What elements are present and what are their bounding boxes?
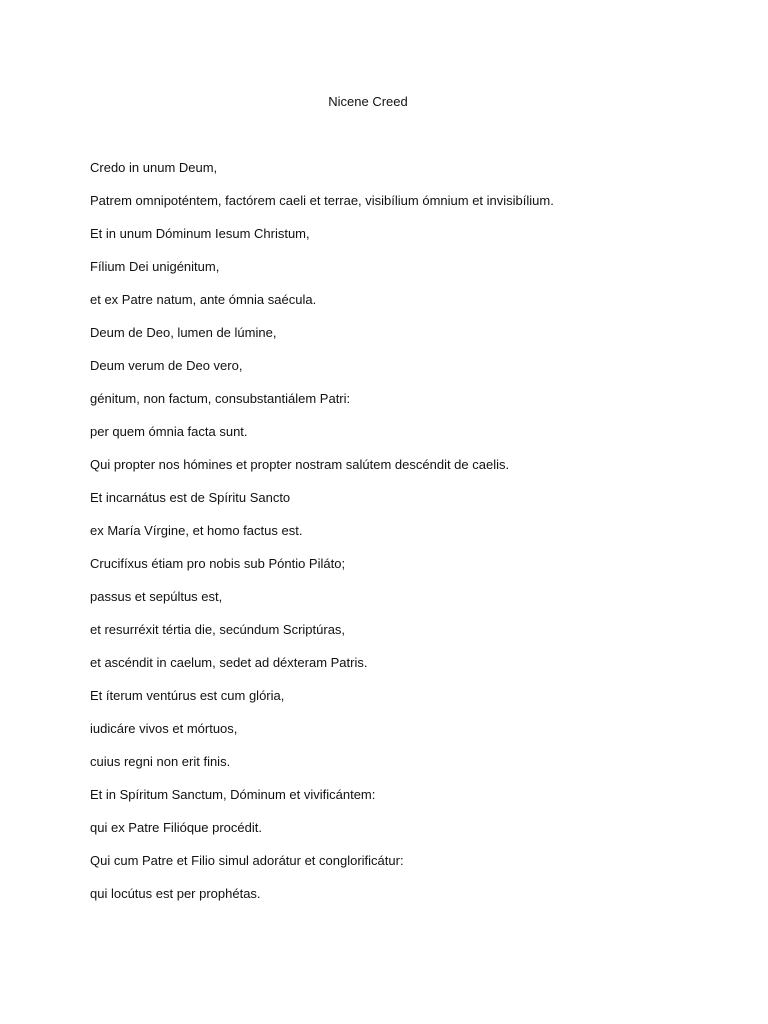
document-title: Nicene Creed — [328, 94, 408, 109]
text-line: ex María Vírgine, et homo factus est. — [90, 523, 303, 538]
text-line: qui locútus est per prophétas. — [90, 886, 261, 901]
text-line: qui ex Patre Filióque procédit. — [90, 820, 262, 835]
text-line: Crucifíxus étiam pro nobis sub Póntio Piláto; — [90, 556, 346, 571]
text-line: Et in Spíritum Sanctum, Dóminum et vivificántem: — [90, 787, 376, 802]
text-line: Patrem omnipoténtem, factórem caeli et terrae, visibílium ómnium et invisibílium. — [90, 193, 554, 208]
text-line: Et íterum ventúrus est cum glória, — [90, 688, 285, 703]
text-line: Qui cum Patre et Filio simul adorátur et conglorificátur: — [90, 853, 404, 868]
text-line: Qui propter nos hómines et propter nostram salútem descéndit de caelis. — [90, 457, 510, 472]
text-line: iudicáre vivos et mórtuos, — [90, 721, 238, 736]
text-line: per quem ómnia facta sunt. — [90, 424, 248, 439]
text-line: génitum, non factum, consubstantiálem Patri: — [90, 391, 351, 406]
text-line: passus et sepúltus est, — [90, 589, 223, 604]
text-line: Credo in unum Deum, — [90, 160, 218, 175]
creed-text — [90, 158, 730, 917]
text-line: Et incarnátus est de Spíritu Sancto — [90, 490, 291, 505]
text-line: Fílium Dei unigénitum, — [90, 259, 220, 274]
text-line: et resurréxit tértia die, secúndum Scriptúras, — [90, 622, 346, 637]
text-line: Deum de Deo, lumen de lúmine, — [90, 325, 277, 340]
text-line: Et in unum Dóminum Iesum Christum, — [90, 226, 310, 241]
text-line: Deum verum de Deo vero, — [90, 358, 243, 373]
text-line: et ex Patre natum, ante ómnia saécula. — [90, 292, 317, 307]
text-line: cuius regni non erit finis. — [90, 754, 231, 769]
text-line: et ascéndit in caelum, sedet ad déxteram Patris. — [90, 655, 368, 670]
